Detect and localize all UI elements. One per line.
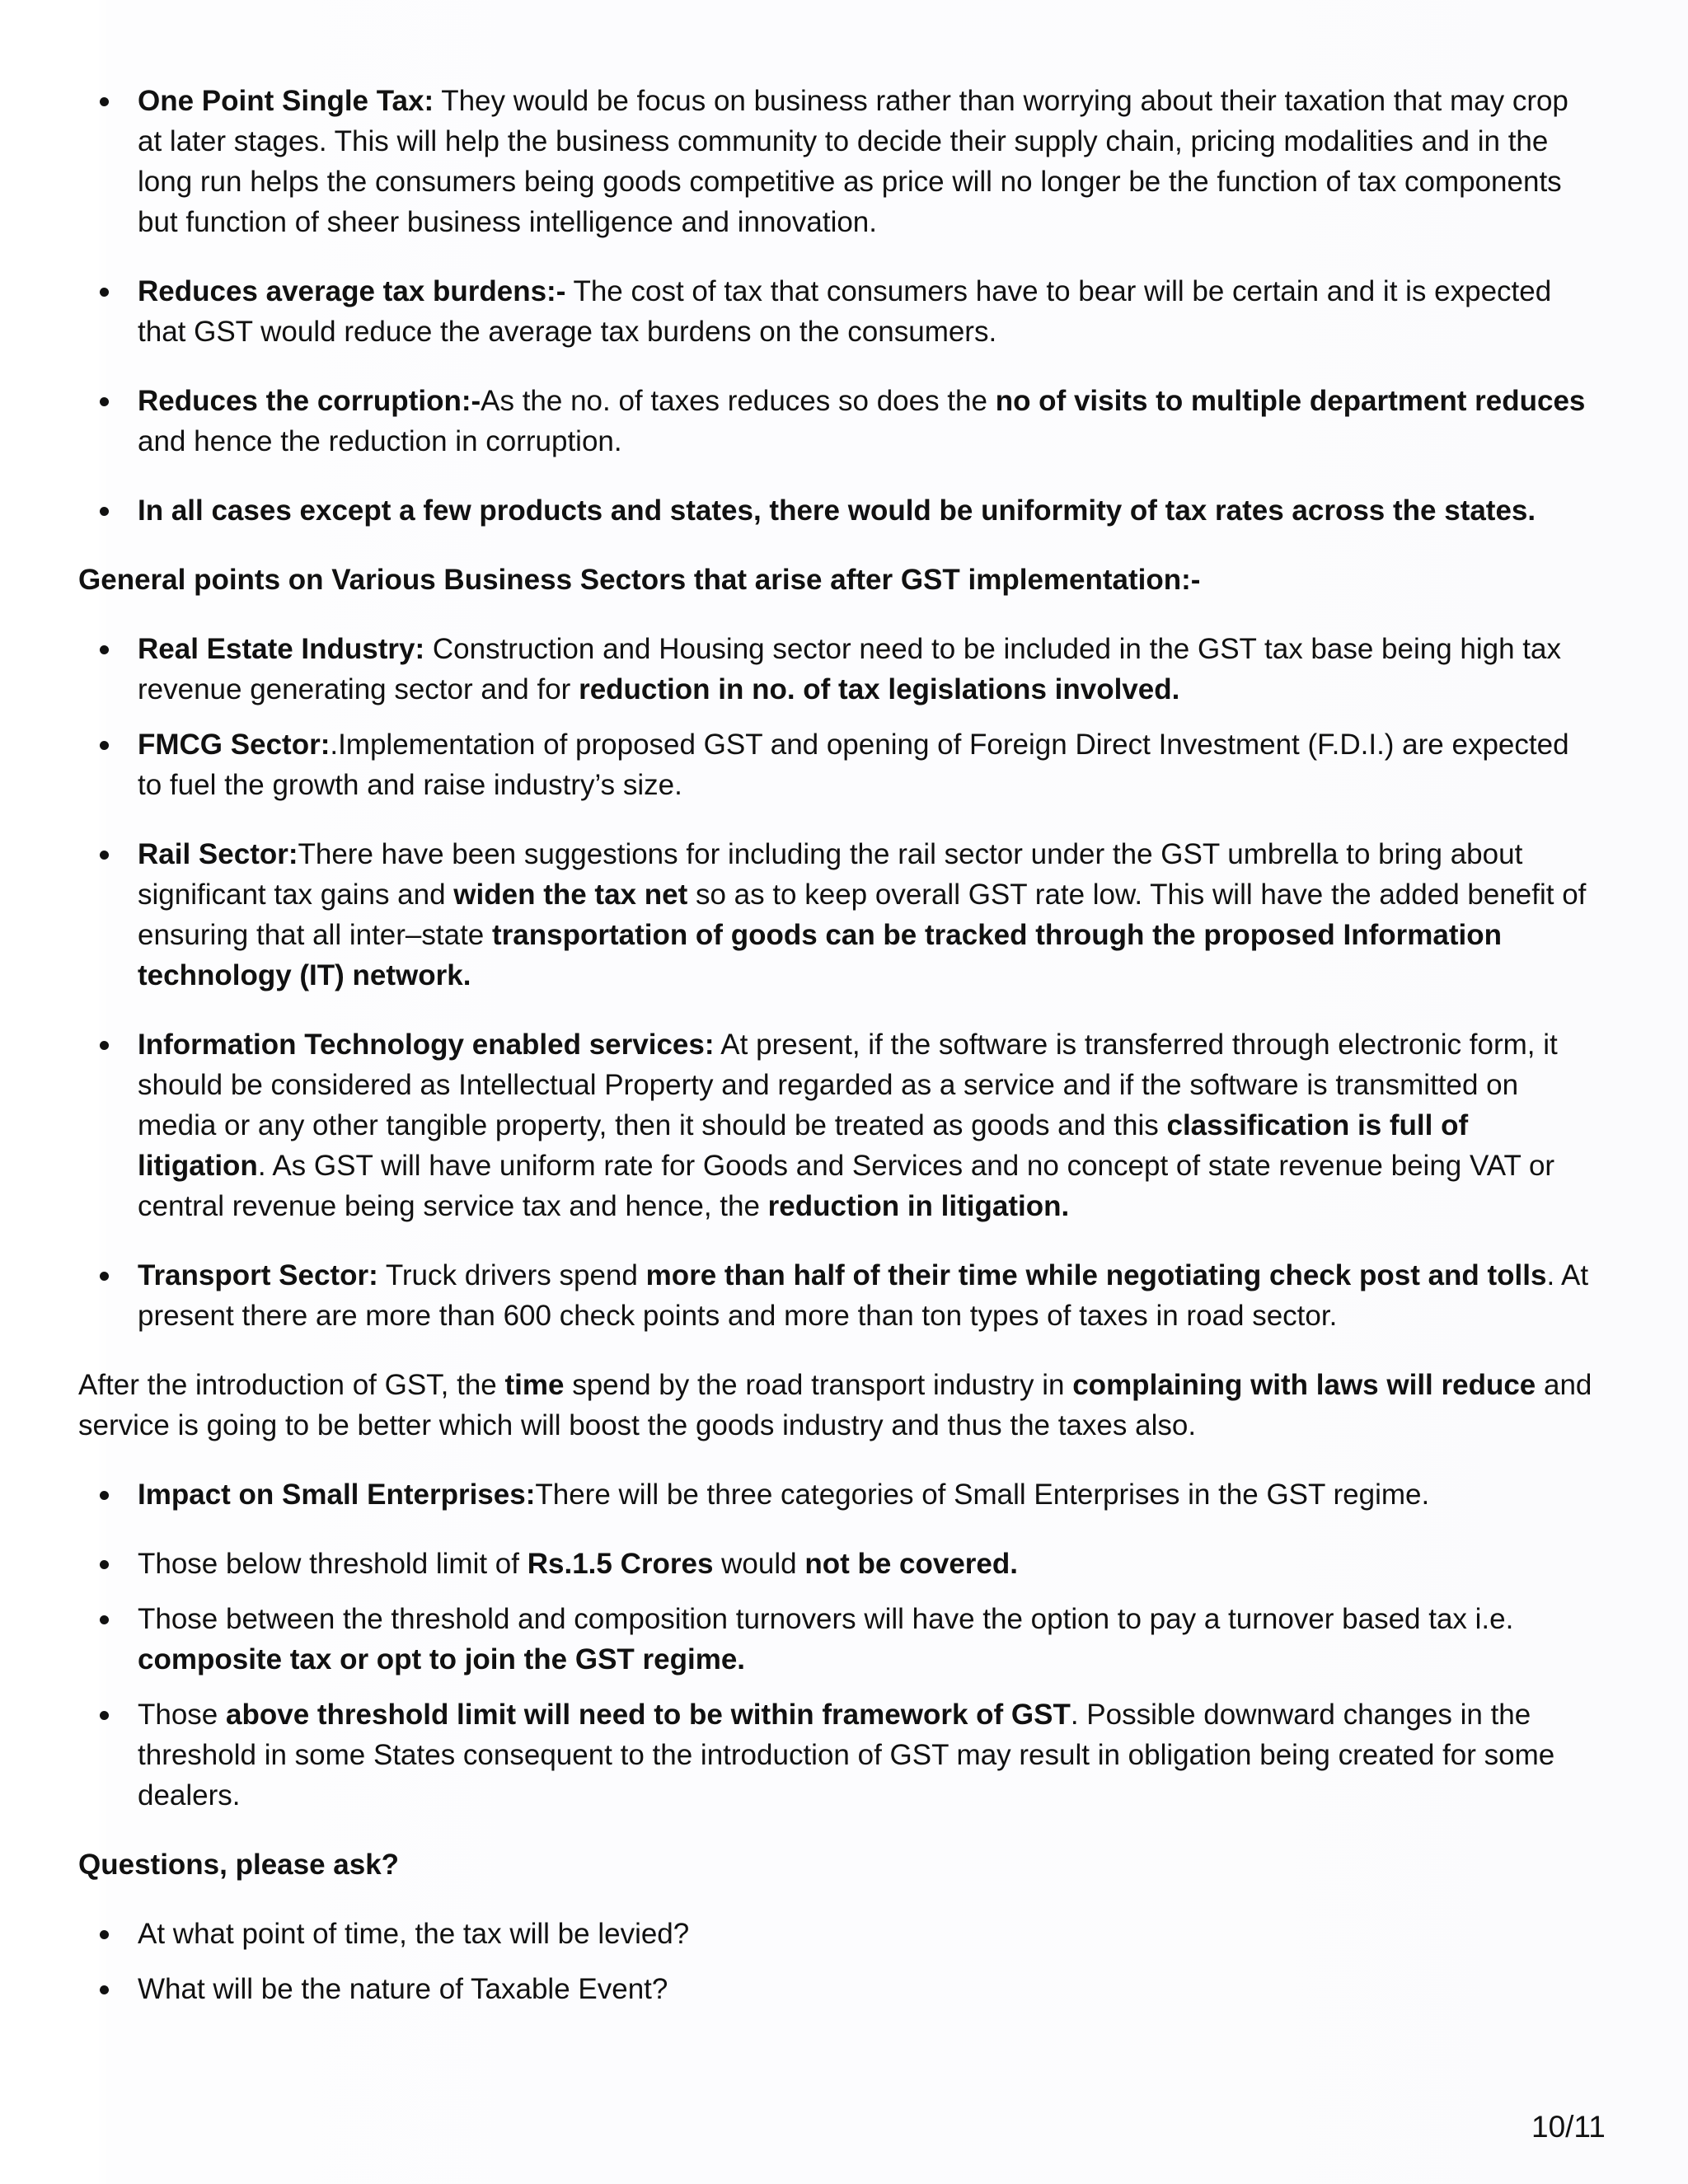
document-content: [78, 81, 1595, 2009]
item-title: FMCG Sector:: [138, 729, 331, 761]
item-text: What will be the nature of Taxable Event?: [138, 1973, 668, 2005]
list-item: [138, 1474, 1595, 1515]
item-text: The cost of tax that consumers have to bear will be certain and it is expected that GST would reduce the average tax burdens on the consumers.: [138, 275, 1552, 348]
item-emphasis: reduction in litigation.: [767, 1190, 1070, 1222]
item-text: They would be focus on business rather than worrying about their taxation that may crop at later stages. This will help the business community to decide their supply chain, pricing modalities and in the long run helps the consumers being goods competitive as price will no longer be the function of tax components but function of sheer business intelligence and innovation.: [138, 85, 1568, 238]
item-text: so as to keep overall GST rate low. This will have the added benefit of ensuring that all inter–state: [138, 879, 1587, 951]
item-text: Truck drivers spend: [377, 1259, 646, 1291]
item-emphasis: reduction in no. of tax legislations involved.: [579, 673, 1180, 705]
paragraph-emphasis: complaining with laws will reduce: [1072, 1369, 1536, 1401]
item-title: In all cases except a few products and states, there would be uniformity of tax rates across the states.: [138, 494, 1536, 527]
item-title: Transport Sector:: [138, 1259, 378, 1291]
item-emphasis: transportation of goods can be tracked through the proposed Information technology (IT) network.: [138, 919, 1503, 991]
item-emphasis: no of visits to multiple department reduces: [995, 385, 1586, 417]
list-item: [138, 724, 1595, 805]
item-text: . Possible downward changes in the threshold in some States consequent to the introduction of GST may result in obligation being created for some dealers.: [138, 1699, 1555, 1811]
item-emphasis: widen the tax net: [453, 879, 688, 911]
item-emphasis: Rs.1.5 Crores: [527, 1548, 714, 1580]
item-text: At present, if the software is transferred through electronic form, it should be considered as Intellectual Property and regarded as a service and if the software is transmitted on media or any other tangible property, then it should be treated as goods and this: [138, 1029, 1558, 1141]
item-text: Those below threshold limit of: [138, 1548, 528, 1580]
item-emphasis: classification is full of litigation: [138, 1109, 1469, 1182]
list-item: [138, 81, 1595, 242]
paragraph-text: spend by the road transport industry in: [564, 1369, 1073, 1401]
list-item: [138, 1599, 1595, 1680]
list-item: [138, 1914, 1595, 1954]
item-title: Rail Sector:: [138, 838, 298, 870]
item-title: Reduces average tax burdens:-: [138, 275, 566, 307]
list-item: [138, 1694, 1595, 1816]
item-text: There will be three categories of Small Enterprises in the GST regime.: [535, 1479, 1430, 1511]
item-text: . At present there are more than 600 check points and more than ton types of taxes in road sector.: [138, 1259, 1589, 1332]
item-text: Those: [138, 1699, 226, 1731]
item-title: One Point Single Tax:: [138, 85, 434, 117]
list-item: [138, 271, 1595, 352]
transport-paragraph: [78, 1365, 1595, 1446]
item-emphasis: above threshold limit will need to be within framework of GST: [226, 1699, 1071, 1731]
list-item: [138, 381, 1595, 462]
item-text: At what point of time, the tax will be levied?: [138, 1918, 690, 1950]
page-number: 10/11: [1531, 2110, 1606, 2144]
list-item: [138, 629, 1595, 710]
list-item: [138, 1024, 1595, 1226]
small-enterprises-list: [78, 1474, 1595, 1816]
item-text: would: [713, 1548, 805, 1580]
list-item: [138, 1544, 1595, 1584]
item-text: and hence the reduction in corruption.: [138, 425, 622, 457]
sectors-heading: General points on Various Business Sectors that arise after GST implementation:-: [78, 564, 1201, 596]
item-text: There have been suggestions for including the rail sector under the GST umbrella to bring about significant tax gains and: [138, 838, 1523, 911]
item-emphasis: not be covered.: [804, 1548, 1018, 1580]
paragraph-text: and service is going to be better which will boost the goods industry and thus the taxes also.: [78, 1369, 1592, 1441]
item-title: Impact on Small Enterprises:: [138, 1479, 536, 1511]
item-text: As the no. of taxes reduces so does the: [481, 385, 996, 417]
paragraph-text: After the introduction of GST, the: [78, 1369, 505, 1401]
list-item: [138, 1255, 1595, 1336]
item-emphasis: more than half of their time while negotiating check post and tolls: [645, 1259, 1547, 1291]
questions-heading: Questions, please ask?: [78, 1849, 400, 1881]
item-text: .Implementation of proposed GST and opening of Foreign Direct Investment (F.D.I.) are expected to fuel the growth and raise industry’s size.: [138, 729, 1569, 801]
item-text: Construction and Housing sector need to be included in the GST tax base being high tax revenue generating sector and for: [138, 633, 1561, 705]
business-sectors-list: [78, 629, 1595, 1336]
paragraph-emphasis: time: [504, 1369, 565, 1401]
item-text: Those between the threshold and composition turnovers will have the option to pay a turnover based tax i.e.: [138, 1603, 1514, 1635]
list-item: [138, 1969, 1595, 2009]
list-item: [138, 490, 1595, 531]
questions-list: [78, 1914, 1595, 2009]
item-title: Reduces the corruption:-: [138, 385, 481, 417]
list-item: [138, 834, 1595, 996]
item-emphasis: composite tax or opt to join the GST regime.: [138, 1643, 746, 1675]
gst-benefits-list: [78, 81, 1595, 531]
item-title: Information Technology enabled services:: [138, 1029, 715, 1061]
item-text: . As GST will have uniform rate for Goods and Services and no concept of state revenue being VAT or central revenue being service tax and hence, the: [138, 1150, 1555, 1222]
item-title: Real Estate Industry:: [138, 633, 425, 665]
